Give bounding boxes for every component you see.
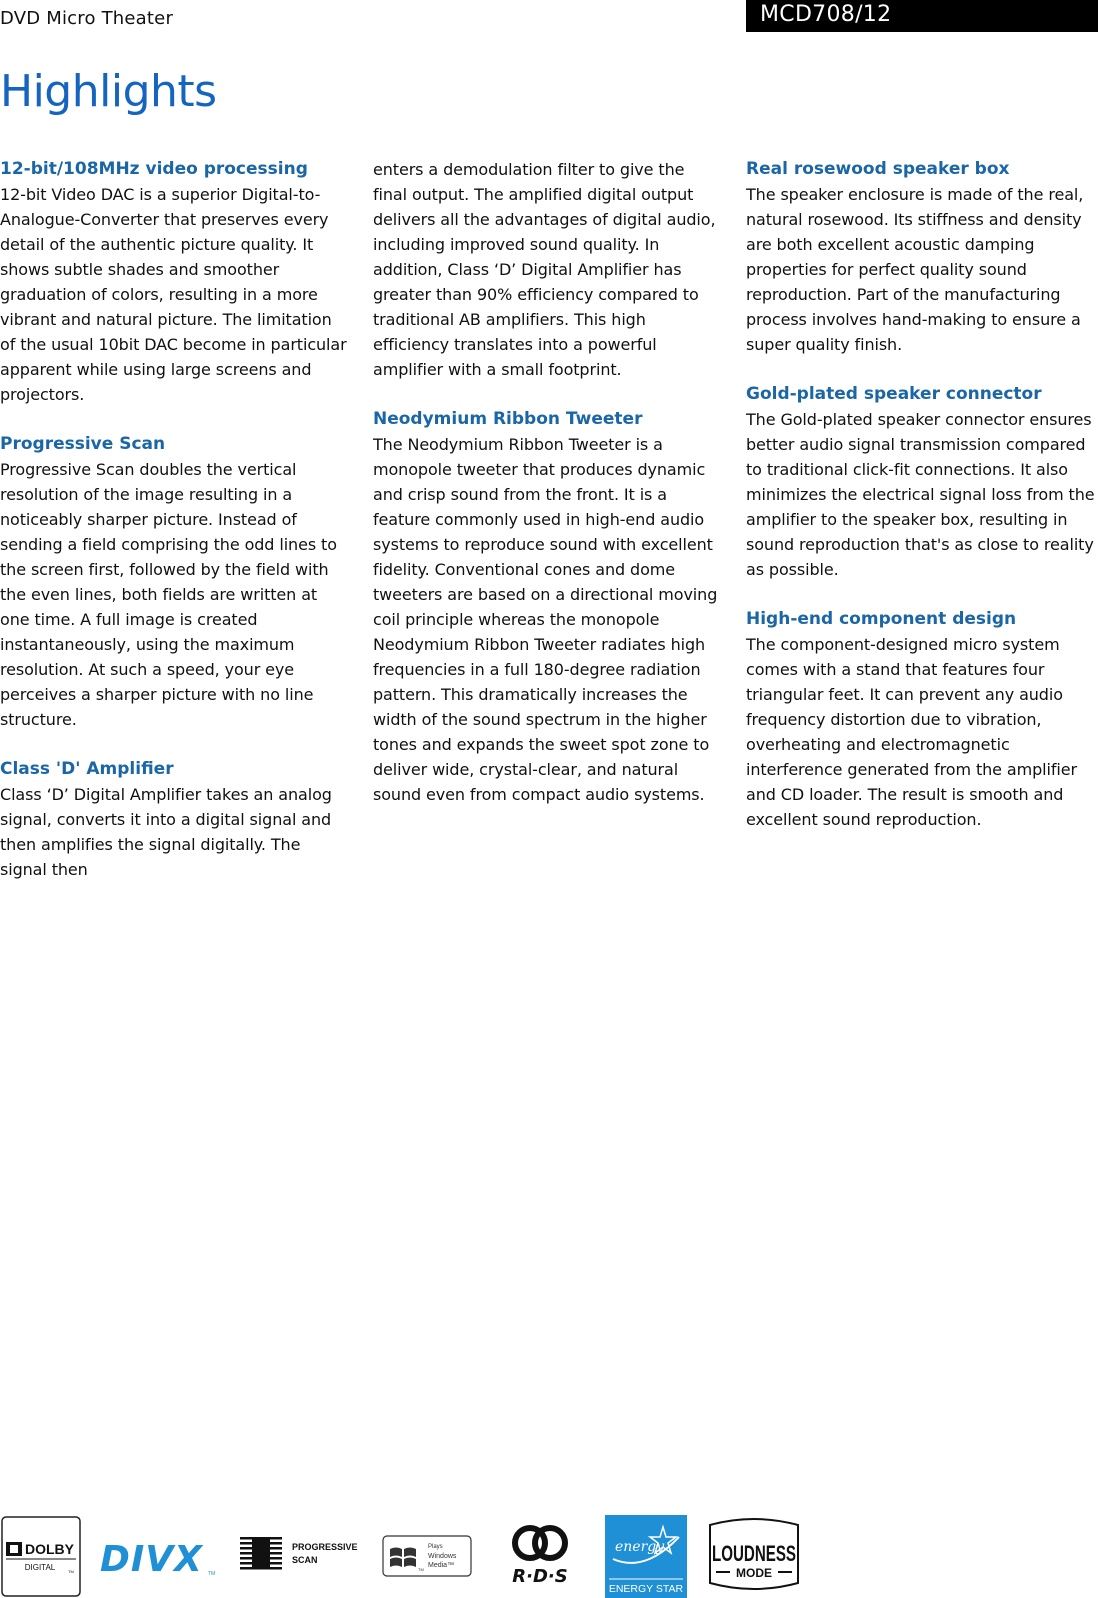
dolby-brand-text: DOLBY xyxy=(25,1541,74,1557)
section-title: Gold-plated speaker connector xyxy=(746,384,1042,404)
section-title: High-end component design xyxy=(746,609,1017,629)
section-title: 12-bit/108MHz video processing xyxy=(0,159,308,179)
section-body: The speaker enclosure is made of the real, natural rosewood. Its stiffness and density are both excellent acoustic damping properties for perfect quality sound reproduction. Part of the manufacturing process involves hand-making to ensure a super quality finish. xyxy=(746,185,1084,354)
page-title: Highlights xyxy=(0,66,217,117)
dolby-sub-text: DIGITAL xyxy=(24,1563,56,1572)
energy-star-logo xyxy=(605,1515,687,1598)
rds-logo xyxy=(505,1515,575,1598)
column-1 xyxy=(0,157,350,907)
wm-tm-text: TM xyxy=(418,1567,424,1572)
section-body: Progressive Scan doubles the vertical resolution of the image resulting in a noticeably sharper picture. Instead of sending a field comprising the odd lines to the screen first, followed by the field with the even lines, both fields are written at one time. A full image is created instantaneously, using the maximum resolution. At such a speed, your eye perceives a sharper picture with no line structure. xyxy=(0,460,337,729)
divx-logo xyxy=(100,1533,222,1583)
section-body: enters a demodulation filter to give the final output. The amplified digital output delivers all the advantages of digital audio, including improved sound quality. In addition, Class ‘D’ Digital Amplifier has greater than 90% efficiency compared to traditional AB amplifiers. This high efficiency translates into a powerful amplifier with a small footprint. xyxy=(373,160,716,379)
section-rosewood-speaker xyxy=(746,157,1096,357)
product-type: DVD Micro Theater xyxy=(0,8,174,29)
wm-line3: Media™ xyxy=(428,1562,455,1569)
section-component-design xyxy=(746,607,1096,832)
progressive-line2: SCAN xyxy=(292,1555,318,1565)
section-body: The Gold-plated speaker connector ensures better audio signal transmission compared to traditional click-fit connections. It also minimizes the electrical signal loss from the amplifier to the speaker box, resulting in sound reproduction that's as close to reality as possible. xyxy=(746,410,1095,579)
section-class-d-amplifier xyxy=(0,757,350,882)
section-title: Progressive Scan xyxy=(0,434,166,454)
energy-star-label: ENERGY STAR xyxy=(608,1583,684,1595)
section-progressive-scan xyxy=(0,432,350,732)
section-body: The component-designed micro system comes with a stand that features four triangular feet. It can prevent any audio frequency distortion due to vibration, overheating and electromagnetic interference generated from the amplifier and CD loader. The result is smooth and excellent sound reproduction. xyxy=(746,635,1077,829)
loudness-line1: LOUDNESS xyxy=(712,1541,796,1566)
dolby-digital-logo xyxy=(0,1515,82,1598)
rds-emblem-icon xyxy=(515,1528,565,1558)
section-title: Real rosewood speaker box xyxy=(746,159,1010,179)
section-body: 12-bit Video DAC is a superior Digital-to-Analogue-Converter that preserves every detail of the authentic picture quality. It shows subtle shades and smoother graduation of colors, resulting in a more vibrant and natural picture. The limitation of the usual 10bit DAC become in particular apparent while using large screens and projectors. xyxy=(0,185,347,404)
progressive-scan-logo xyxy=(240,1533,360,1577)
section-title: Class 'D' Amplifier xyxy=(0,759,174,779)
section-gold-connector xyxy=(746,382,1096,582)
wm-line1: Plays xyxy=(428,1544,443,1550)
energy-script-text: energy xyxy=(615,1539,665,1555)
wm-line2: Windows xyxy=(428,1553,457,1560)
column-2 xyxy=(373,157,723,832)
dolby-tm-text: TM xyxy=(68,1569,74,1574)
model-number: MCD708/12 xyxy=(760,2,892,27)
model-banner xyxy=(746,0,1098,32)
loudness-line2: MODE xyxy=(736,1566,772,1580)
divx-text: DIVX xyxy=(100,1539,203,1580)
progressive-line1: PROGRESSIVE xyxy=(292,1542,358,1552)
divx-tm-text: TM xyxy=(208,1571,216,1577)
section-ribbon-tweeter xyxy=(373,407,723,807)
logo-strip xyxy=(0,1515,1098,1598)
section-class-d-continued xyxy=(373,157,723,382)
section-video-processing xyxy=(0,157,350,407)
loudness-mode-logo xyxy=(706,1515,802,1598)
column-3 xyxy=(746,157,1096,857)
section-body: Class ‘D’ Digital Amplifier takes an analog signal, converts it into a digital signal and then amplifies the signal digitally. The signal then xyxy=(0,785,332,879)
windows-media-logo xyxy=(382,1535,472,1577)
section-title: Neodymium Ribbon Tweeter xyxy=(373,409,643,429)
rds-text: R·D·S xyxy=(512,1566,568,1587)
section-body: The Neodymium Ribbon Tweeter is a monopole tweeter that produces dynamic and crisp sound from the front. It is a feature commonly used in high-end audio systems to reproduce sound with excellent fidelity. Conventional cones and dome tweeters are based on a directional moving coil principle whereas the monopole Neodymium Ribbon Tweeter radiates high frequencies in a full 180-degree radiation pattern. This dramatically increases the width of the sound spectrum in the higher tones and expands the sweet spot zone to deliver wide, crystal-clear, and natural sound even from compact audio systems. xyxy=(373,435,718,804)
